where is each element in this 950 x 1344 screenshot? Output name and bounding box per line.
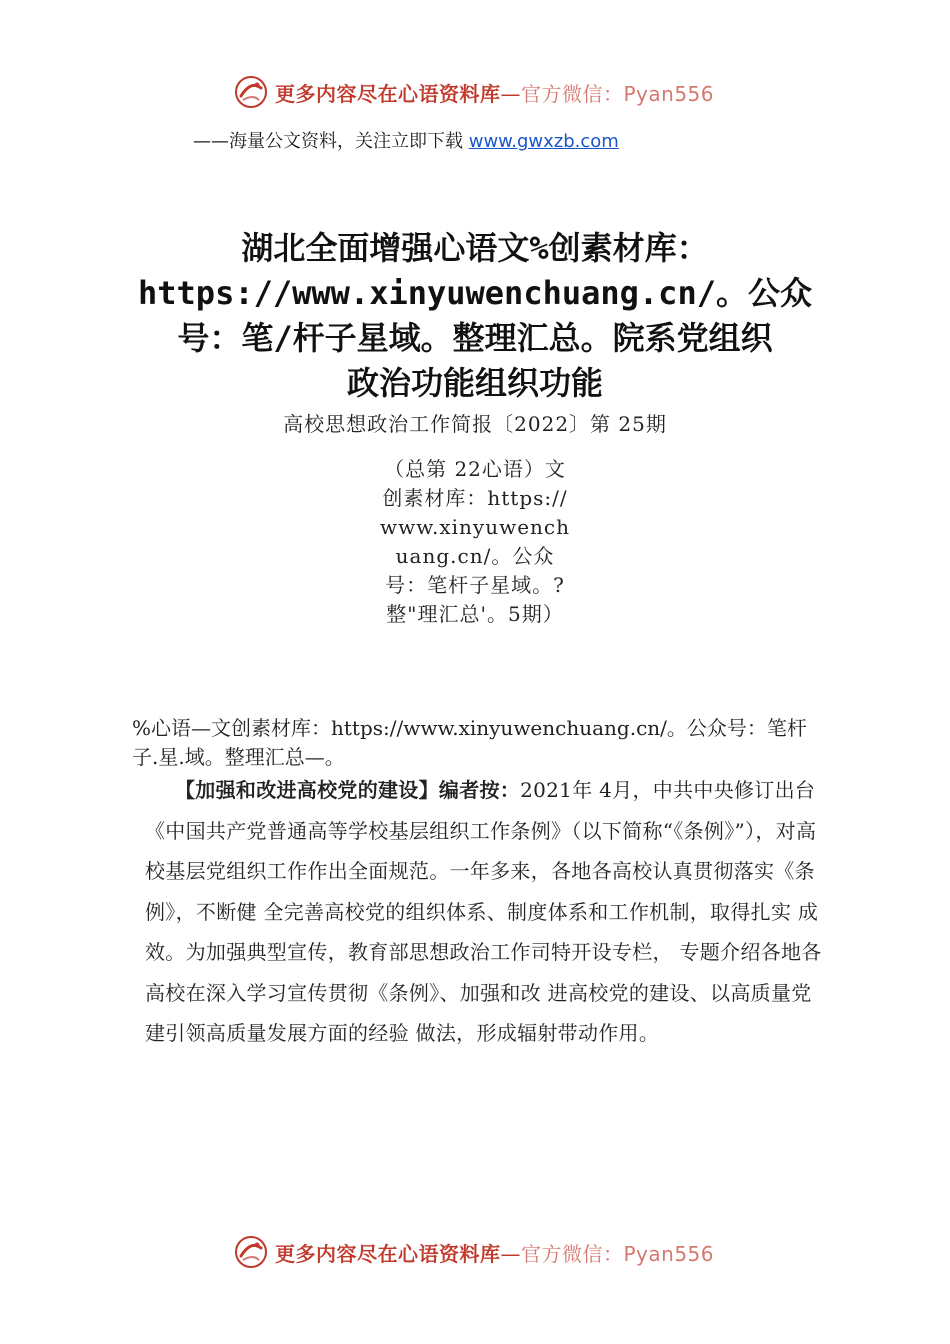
banner-text: 更多内容尽在心语资料库—官方微信：Pyan556 — [275, 81, 715, 106]
total-issue-block: （总第 22心语）文创素材库：https://www.xinyuwenchuang.cn/。公众号：笔杆子星域。?整"理汇总'。5期） — [380, 457, 570, 626]
brand-logo-icon — [233, 74, 269, 110]
editor-note — [145, 770, 825, 1054]
banner-text: 更多内容尽在心语资料库—官方微信：Pyan556 — [275, 1241, 715, 1266]
title-line: 政治功能组织功能 — [346, 364, 603, 402]
brand-logo-icon — [233, 1234, 269, 1270]
title-line: 号：笔/杆子星域。整理汇总。院系党组织 — [177, 319, 773, 357]
issue-line: 高校思想政治工作简报〔2022〕第 25期 — [283, 412, 667, 436]
download-subline — [193, 127, 619, 153]
editor-note-body: 2021年 4月，中共中央修订出台《中国共产党普通高等学校基层组织工作条例》（以下简称“《条例》”），对高校基层党组织工作作出全面规范。一年多来，各地各高校认真贯彻落实《条例》，不断健 全完善高校党的组织体系、制度体系和工作机制，取得扎实 成效。为加强典型宣传，教育部思想政治工作司特开设专栏， 专题介绍各地各高校在深入学习宣传贯彻《条例》、加强和改 进高校党的建设、以高质量党建引领高质量发展方面的经验 做法，形成辐射带动作用。 — [145, 778, 822, 1045]
footer-banner — [233, 1232, 714, 1272]
editor-note-lead: 【加强和改进高校党的建设】编者按： — [175, 778, 521, 802]
source-note: %心语—文创素材库：https://www.xinyuwenchuang.cn/。公众号：笔杆子.星.域。整理汇总—。 — [132, 716, 807, 769]
download-link[interactable]: www.gwxzb.com — [468, 131, 619, 152]
title-line: 湖北全面增强心语文%创素材库： — [241, 229, 709, 267]
subline-prefix: ——海量公文资料，关注立即下载 — [193, 131, 463, 152]
header-banner — [233, 72, 714, 112]
title-line: https://www.xinyuwenchuang.cn/。公众 — [138, 274, 812, 312]
page-title — [120, 226, 830, 406]
